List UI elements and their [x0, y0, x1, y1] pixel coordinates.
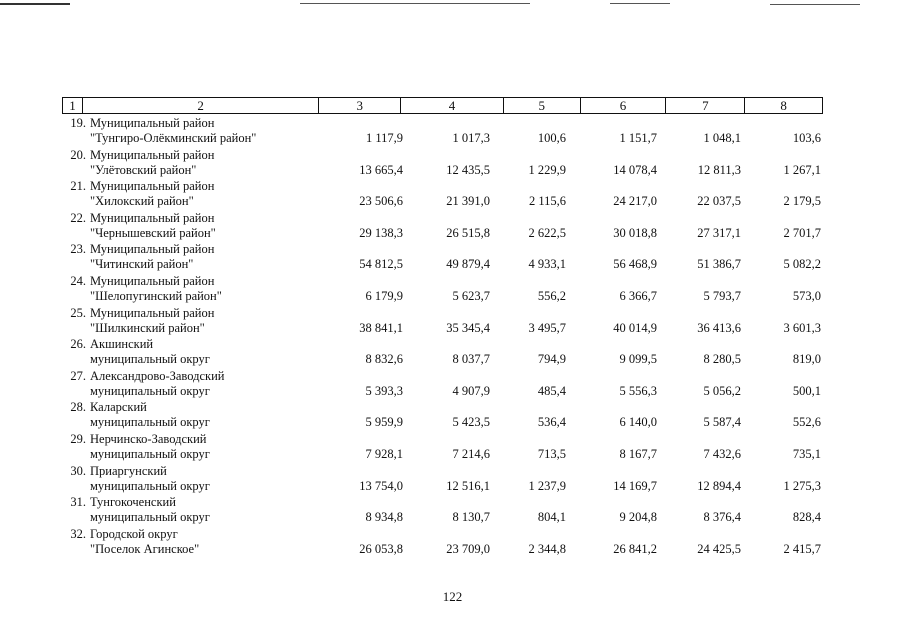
value-col-3: 7 928,1	[365, 446, 403, 461]
value-col-3: 5 959,9	[365, 415, 403, 430]
municipality-type: Александрово-Заводский	[90, 368, 225, 383]
value-col-4: 7 214,6	[452, 446, 490, 461]
value-col-8: 1 275,3	[783, 478, 821, 493]
municipality-type: Городской округ	[90, 526, 178, 541]
municipality-type: Муниципальный район	[90, 116, 215, 130]
value-col-6: 9 099,5	[619, 352, 657, 367]
value-col-7: 7 432,6	[703, 446, 741, 461]
municipality-type: Муниципальный район	[90, 147, 215, 162]
municipality-name: "Шилкинский район"	[90, 320, 205, 335]
value-col-6: 6 140,0	[619, 415, 657, 430]
value-col-7: 51 386,7	[697, 257, 741, 272]
value-col-4: 12 435,5	[446, 162, 490, 177]
value-col-4: 8 130,7	[452, 510, 490, 525]
value-col-4: 35 345,4	[446, 320, 490, 335]
value-col-6: 40 014,9	[613, 320, 657, 335]
value-col-5: 2 344,8	[528, 541, 566, 556]
value-col-7: 24 425,5	[697, 541, 741, 556]
value-col-3: 8 832,6	[365, 352, 403, 367]
value-col-3: 5 393,3	[365, 383, 403, 398]
value-col-8: 103,6	[792, 131, 821, 145]
value-col-6: 26 841,2	[613, 541, 657, 556]
row-number: 20.	[70, 147, 86, 162]
value-col-3: 26 053,8	[359, 541, 403, 556]
row-number: 32.	[70, 526, 86, 541]
value-col-7: 5 587,4	[703, 415, 741, 430]
value-col-6: 24 217,0	[613, 194, 657, 209]
municipality-type: Приаргунский	[90, 463, 167, 478]
scan-artifact-line	[610, 3, 670, 4]
municipality-name: "Чернышевский район"	[90, 225, 216, 240]
value-col-4: 1 017,3	[452, 131, 490, 145]
value-col-5: 794,9	[537, 352, 566, 367]
municipality-name: муниципальный округ	[90, 383, 210, 398]
value-col-3: 29 138,3	[359, 225, 403, 240]
municipality-name: "Хилокский район"	[90, 194, 194, 209]
table-row	[62, 304, 823, 336]
scan-artifact-line	[0, 3, 70, 5]
column-header: 5	[503, 98, 580, 113]
municipality-type: Муниципальный район	[90, 273, 215, 288]
value-col-5: 4 933,1	[528, 257, 566, 272]
value-col-8: 552,6	[792, 415, 821, 430]
value-col-7: 12 811,3	[697, 162, 741, 177]
table-body	[62, 114, 823, 556]
value-col-7: 27 317,1	[697, 225, 741, 240]
value-col-8: 2 415,7	[783, 541, 821, 556]
municipality-name: "Тунгиро-Олёкминский район"	[90, 131, 257, 145]
value-col-5: 3 495,7	[528, 320, 566, 335]
table-row	[62, 335, 823, 367]
value-col-8: 1 267,1	[783, 162, 821, 177]
value-col-5: 804,1	[537, 510, 566, 525]
table-row	[62, 367, 823, 399]
value-col-5: 485,4	[537, 383, 566, 398]
table-row	[62, 430, 823, 462]
value-col-4: 4 907,9	[452, 383, 490, 398]
value-col-4: 12 516,1	[446, 478, 490, 493]
municipality-type: Муниципальный район	[90, 210, 215, 225]
column-header: 3	[318, 98, 400, 113]
column-header: 7	[665, 98, 744, 113]
value-col-8: 735,1	[792, 446, 821, 461]
municipality-name: "Улётовский район"	[90, 162, 197, 177]
value-col-4: 5 423,5	[452, 415, 490, 430]
value-col-5: 536,4	[537, 415, 566, 430]
value-col-5: 2 622,5	[528, 225, 566, 240]
value-col-6: 8 167,7	[619, 446, 657, 461]
value-col-7: 12 894,4	[697, 478, 741, 493]
value-col-8: 2 179,5	[783, 194, 821, 209]
municipality-name: "Читинский район"	[90, 257, 194, 272]
value-col-3: 54 812,5	[359, 257, 403, 272]
value-col-3: 13 754,0	[359, 478, 403, 493]
value-col-7: 8 376,4	[703, 510, 741, 525]
value-col-7: 8 280,5	[703, 352, 741, 367]
municipality-type: Муниципальный район	[90, 179, 215, 194]
value-col-8: 3 601,3	[783, 320, 821, 335]
value-col-6: 1 151,7	[619, 131, 657, 145]
value-col-7: 1 048,1	[703, 131, 741, 145]
value-col-7: 5 056,2	[703, 383, 741, 398]
value-col-6: 30 018,8	[613, 225, 657, 240]
value-col-5: 2 115,6	[528, 194, 566, 209]
value-col-6: 14 078,4	[613, 162, 657, 177]
value-col-6: 9 204,8	[619, 510, 657, 525]
municipality-type: Муниципальный район	[90, 242, 215, 257]
value-col-8: 5 082,2	[783, 257, 821, 272]
budget-table	[62, 97, 823, 556]
value-col-3: 8 934,8	[365, 510, 403, 525]
column-header: 8	[744, 98, 822, 113]
value-col-6: 56 468,9	[613, 257, 657, 272]
municipality-name: "Поселок Агинское"	[90, 541, 200, 556]
municipality-name: муниципальный округ	[90, 510, 210, 525]
column-header: 4	[400, 98, 503, 113]
value-col-3: 6 179,9	[365, 288, 403, 303]
scan-artifact-line	[300, 3, 530, 4]
table-header-row	[62, 97, 823, 114]
table-row	[62, 209, 823, 241]
column-header: 1	[69, 98, 76, 113]
value-col-8: 828,4	[792, 510, 821, 525]
municipality-name: муниципальный округ	[90, 415, 210, 430]
row-number: 23.	[70, 242, 86, 257]
value-col-5: 1 237,9	[528, 478, 566, 493]
value-col-5: 556,2	[537, 288, 566, 303]
value-col-4: 49 879,4	[446, 257, 490, 272]
value-col-4: 21 391,0	[446, 194, 490, 209]
value-col-6: 14 169,7	[613, 478, 657, 493]
value-col-6: 6 366,7	[619, 288, 657, 303]
value-col-5: 1 229,9	[528, 162, 566, 177]
value-col-4: 5 623,7	[452, 288, 490, 303]
municipality-type: Муниципальный район	[90, 305, 215, 320]
row-number: 24.	[70, 273, 86, 288]
value-col-3: 1 117,9	[365, 131, 403, 145]
row-number: 21.	[70, 179, 86, 194]
row-number: 28.	[70, 400, 86, 415]
value-col-7: 36 413,6	[697, 320, 741, 335]
value-col-8: 500,1	[792, 383, 821, 398]
value-col-3: 38 841,1	[359, 320, 403, 335]
row-number: 26.	[70, 337, 86, 352]
value-col-3: 23 506,6	[359, 194, 403, 209]
column-header: 2	[82, 98, 318, 113]
table-row	[62, 240, 823, 272]
row-number: 30.	[70, 463, 86, 478]
table-row	[62, 146, 823, 178]
row-number: 25.	[70, 305, 86, 320]
value-col-8: 2 701,7	[783, 225, 821, 240]
value-col-5: 713,5	[537, 446, 566, 461]
page-number: 122	[442, 589, 463, 604]
value-col-5: 100,6	[537, 131, 566, 145]
scan-artifact-line	[770, 4, 860, 5]
municipality-name: муниципальный округ	[90, 478, 210, 493]
value-col-7: 5 793,7	[703, 288, 741, 303]
row-number: 27.	[70, 368, 86, 383]
value-col-6: 5 556,3	[619, 383, 657, 398]
municipality-type: Тунгокоченский	[90, 495, 176, 510]
municipality-name: "Шелопугинский район"	[90, 288, 222, 303]
table-row	[62, 462, 823, 494]
value-col-8: 573,0	[792, 288, 821, 303]
municipality-name: муниципальный округ	[90, 446, 210, 461]
table-row	[62, 525, 823, 557]
row-number: 22.	[70, 210, 86, 225]
table-row	[62, 398, 823, 430]
table-row	[62, 114, 823, 146]
table-row	[62, 177, 823, 209]
municipality-type: Нерчинско-Заводский	[90, 431, 207, 446]
row-number: 19.	[70, 116, 86, 130]
value-col-4: 26 515,8	[446, 225, 490, 240]
value-col-4: 23 709,0	[446, 541, 490, 556]
value-col-4: 8 037,7	[452, 352, 490, 367]
value-col-7: 22 037,5	[697, 194, 741, 209]
column-header: 6	[580, 98, 666, 113]
table-row	[62, 493, 823, 525]
municipality-name: муниципальный округ	[90, 352, 210, 367]
value-col-8: 819,0	[792, 352, 821, 367]
municipality-type: Акшинский	[90, 337, 154, 352]
value-col-3: 13 665,4	[359, 162, 403, 177]
row-number: 29.	[70, 431, 86, 446]
table-row	[62, 272, 823, 304]
row-number: 31.	[70, 495, 86, 510]
municipality-type: Каларский	[90, 400, 147, 415]
